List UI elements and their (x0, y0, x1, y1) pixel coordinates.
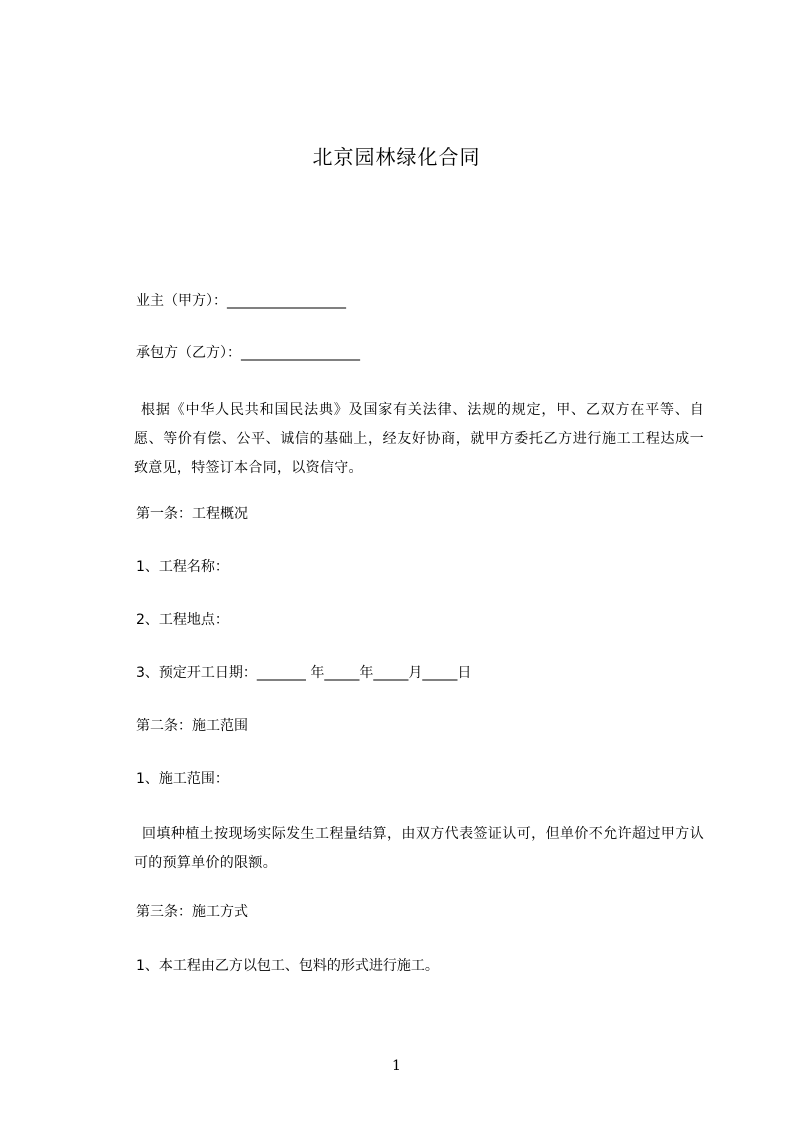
article-2-paragraph: 回填种植土按现场实际发生工程量结算，由双方代表签证认可，但单价不允许超过甲方认可的预算单价的限额。 (134, 826, 704, 871)
party-b-line: 承包方（乙方）：_________________ (136, 345, 360, 361)
article-2-item-1: 1、施工范围： (136, 771, 229, 787)
page-number: 1 (392, 1058, 401, 1074)
article-3-heading: 第三条：施工方式 (136, 904, 248, 920)
document-title: 北京园林绿化合同 (312, 145, 481, 169)
article-1-heading: 第一条：工程概况 (136, 506, 248, 522)
article-1-item-2: 2、工程地点： (136, 612, 229, 628)
preamble-paragraph: 根据《中华人民共和国民法典》及国家有关法律、法规的规定，甲、乙双方在平等、自愿、等价有偿、公平、诚信的基础上，经友好协商，就甲方委托乙方进行施工工程达成一致意见，特签订本合同，以资信守。 (134, 402, 704, 476)
article-1-item-1: 1、工程名称： (136, 559, 229, 575)
party-a-line: 业主（甲方）：_________________ (136, 293, 346, 309)
article-3-item-1: 1、本工程由乙方以包工、包料的形式进行施工。 (136, 958, 439, 974)
article-1-item-3: 3、预定开工日期：_______ 年_____年_____月_____日 (136, 665, 472, 681)
article-2-heading: 第二条：施工范围 (136, 718, 248, 734)
